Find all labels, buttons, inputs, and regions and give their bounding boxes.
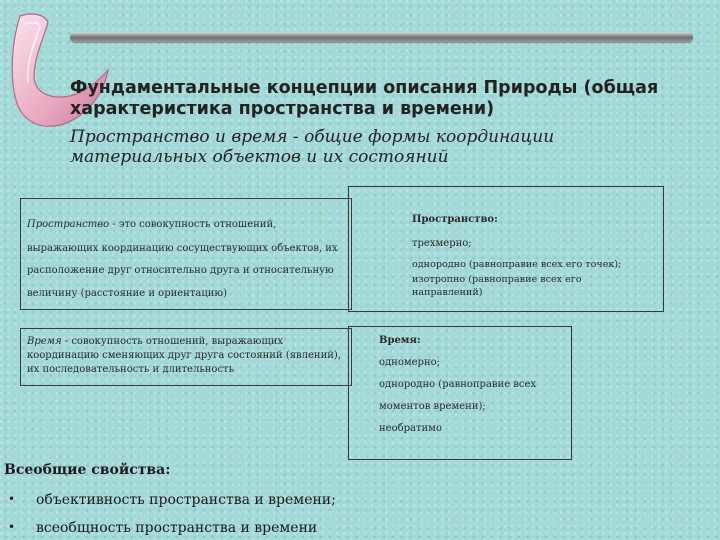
bullet-icon: • bbox=[8, 520, 16, 534]
header-rule bbox=[70, 32, 693, 42]
bullet-icon: • bbox=[8, 492, 16, 506]
space-term: Пространство bbox=[27, 219, 110, 230]
time-definition-line2: координацию сменяющих друг друга состояний (явлений), bbox=[27, 350, 342, 361]
slide-title: Фундаментальные концепции описания Природы (общая характеристика пространства и времени) bbox=[70, 78, 659, 119]
time-properties-box bbox=[348, 326, 572, 460]
space-definition-line4: величину (расстояние и ориентацию) bbox=[27, 288, 228, 299]
time-term: Время bbox=[27, 336, 62, 347]
space-definition-line2: выражающих координацию сосуществующих объектов, их bbox=[27, 243, 338, 254]
space-property-dimension: трехмерно; bbox=[412, 238, 472, 249]
time-property-homogeneity-1: однородно (равноправие всех bbox=[379, 379, 537, 390]
time-definition-line3: их последовательность и длительность bbox=[27, 364, 235, 375]
time-property-dimension: одномерно; bbox=[379, 357, 441, 368]
general-property-text: объективность пространства и времени; bbox=[36, 492, 336, 508]
slide-subtitle: Пространство и время - общие формы координации материальных объектов и их состояний bbox=[70, 127, 555, 167]
time-definition-line1: Время - совокупность отношений, выражающих bbox=[27, 336, 284, 347]
time-property-homogeneity-2: моментов времени); bbox=[379, 401, 486, 412]
time-properties-heading: Время: bbox=[379, 335, 421, 346]
space-property-homogeneity: однородно (равноправие всех его точек); bbox=[412, 259, 622, 270]
time-definition-box bbox=[20, 328, 352, 386]
space-definition-line3: расположение друг относительно друга и относительную bbox=[27, 265, 334, 276]
space-property-isotropy-1: изотропно (равноправие всех его bbox=[412, 274, 582, 285]
general-property-text: всеобщность пространства и времени bbox=[36, 520, 318, 536]
space-properties-heading: Пространство: bbox=[412, 214, 498, 225]
space-properties-box bbox=[348, 186, 664, 312]
space-property-isotropy-2: направлений) bbox=[412, 287, 483, 298]
space-definition-line1: Пространство - это совокупность отношений, bbox=[27, 219, 277, 230]
space-definition-box bbox=[20, 198, 352, 310]
general-properties-heading: Всеобщие свойства: bbox=[4, 462, 171, 478]
time-property-irreversibility: необратимо bbox=[379, 423, 442, 434]
